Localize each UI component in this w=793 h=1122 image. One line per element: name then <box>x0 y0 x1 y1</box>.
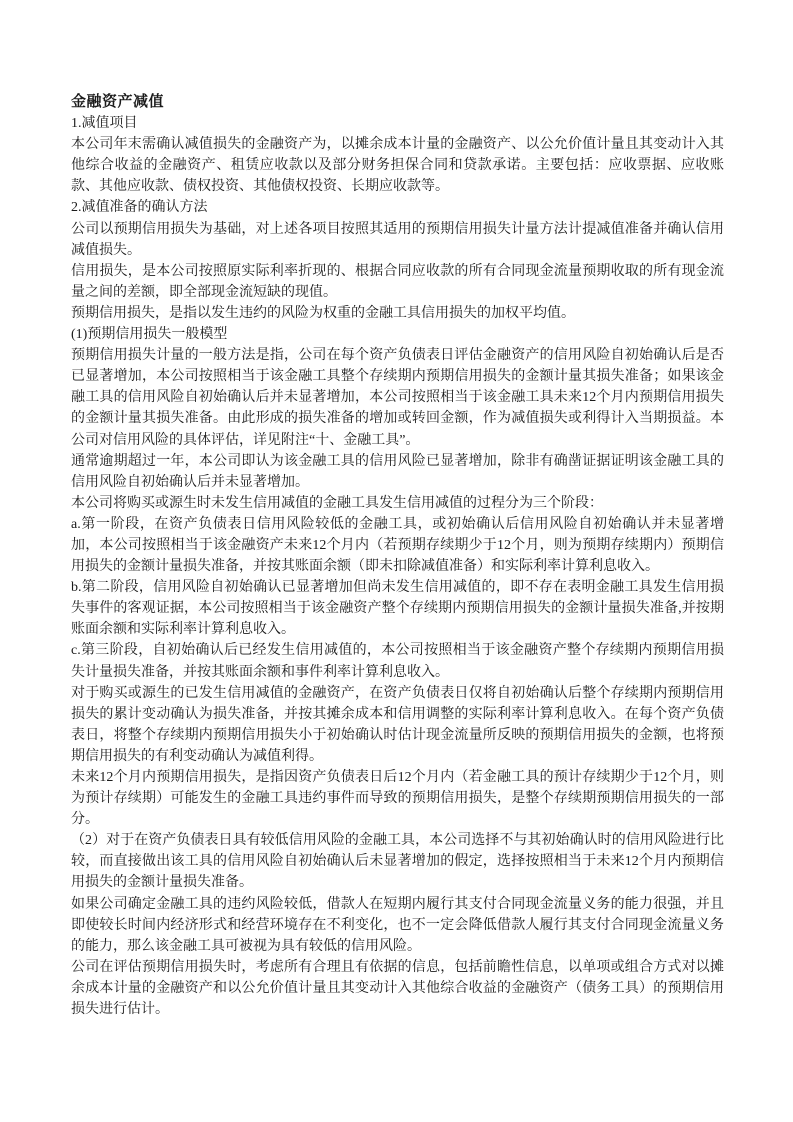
paragraph: 如果公司确定金融工具的违约风险较低，借款人在短期内履行其支付合同现金流量义务的能力很强，并且即使较长时间内经济形式和经营环境存在不利变化，也不一定会降低借款人履行其支付合同现金流量义务的能力，那么该金融工具可被视为具有较低的信用风险。 <box>71 896 724 954</box>
paragraph: 1.减值项目 <box>71 116 138 132</box>
paragraph: 通常逾期超过一年，本公司即认为该金融工具的信用风险已显著增加，除非有确凿证据证明该金融工具的信用风险自初始确认后并未显著增加。 <box>71 453 724 490</box>
paragraph: b.第二阶段，信用风险自初始确认已显著增加但尚未发生信用减值的，即不存在表明金融工具发生信用损失事件的客观证据，本公司按照相当于该金融资产整个存续期内预期信用损失的金额计量损失准备,并按期账面余额和实际利率计算利息收入。 <box>71 580 724 638</box>
paragraph: c.第三阶段，自初始确认后已经发生信用减值的，本公司按照相当于该金融资产整个存续期内预期信用损失计量损失准备，并按其账面余额和事件利率计算利息收入。 <box>71 643 724 680</box>
paragraph: 信用损失，是本公司按照原实际利率折现的、根据合同应收款的所有合同现金流量预期收取的所有现金流量之间的差额，即全部现金流短缺的现值。 <box>71 263 724 300</box>
paragraph: （2）对于在资产负债表日具有较低信用风险的金融工具，本公司选择不与其初始确认时的信用风险进行比较，而直接做出该工具的信用风险自初始确认后未显著增加的假定，选择按照相当于未来12个月内预期信用损失的金额计量损失准备。 <box>71 833 724 891</box>
paragraph: 本公司将购买或源生时未发生信用减值的金融工具发生信用减值的过程分为三个阶段： <box>71 495 603 511</box>
paragraph: 公司以预期信用损失为基础，对上述各项目按照其适用的预期信用损失计量方法计提减值准备并确认信用减值损失。 <box>71 221 724 258</box>
paragraph: 预期信用损失，是指以发生违约的风险为权重的金融工具信用损失的加权平均值。 <box>71 305 575 321</box>
paragraph: 公司在评估预期信用损失时，考虑所有合理且有依据的信息，包括前瞻性信息，以单项或组合方式对以摊余成本计量的金融资产和以公允价值计量且其变动计入其他综合收益的金融资产（债务工具）的预期信用损失进行估计。 <box>71 959 724 1018</box>
paragraph: 本公司年末需确认减值损失的金融资产为，以摊余成本计量的金融资产、以公允价值计量且其变动计入其他综合收益的金融资产、租赁应收款以及部分财务担保合同和贷款承诺。主要包括：应收票据、应收账款、其他应收款、债权投资、其他债权投资、长期应收款等。 <box>71 137 724 195</box>
document-body <box>71 113 724 1020</box>
paragraph: 未来12个月内预期信用损失，是指因资产负债表日后12个月内（若金融工具的预计存续期少于12个月，则为预计存续期）可能发生的金融工具违约事件而导致的预期信用损失，是整个存续期预期信用损失的一部分。 <box>71 770 724 828</box>
paragraph: 对于购买或源生的已发生信用减值的金融资产，在资产负债表日仅将自初始确认后整个存续期内预期信用损失的累计变动确认为损失准备，并按其摊余成本和信用调整的实际利率计算利息收入。在每个资产负债表日，将整个存续期内预期信用损失小于初始确认时估计现金流量所反映的预期信用损失的金额，也将预期信用损失的有利变动确认为减值利得。 <box>71 685 724 764</box>
paragraph: a.第一阶段，在资产负债表日信用风险较低的金融工具，或初始确认后信用风险自初始确认并未显著增加，本公司按照相当于该金融资产未来12个月内（若预期存续期少于12个月，则为预期存续期内）预期信用损失的金额计量损失准备，并按其账面余额（即未扣除减值准备）和实际利率计算利息收入。 <box>71 516 724 575</box>
document-title: 金融资产减值 <box>71 94 165 110</box>
paragraph: (1)预期信用损失一般模型 <box>71 327 228 343</box>
paragraph: 2.减值准备的确认方法 <box>71 200 208 216</box>
paragraph: 预期信用损失计量的一般方法是指，公司在每个资产负债表日评估金融资产的信用风险自初始确认后是否已显著增加，本公司按照相当于该金融工具整个存续期内预期信用损失的金额计量其损失准备；如果该金融工具的信用风险自初始确认后并未显著增加，本公司按照相当于该金融工具未来12个月内预期信用损失的金额计量其损失准备。由此形成的损失准备的增加或转回金额，作为减值损失或利得计入当期损益。本公司对信用风险的具体评估，详见附注“十、金融工具”。 <box>71 348 724 448</box>
